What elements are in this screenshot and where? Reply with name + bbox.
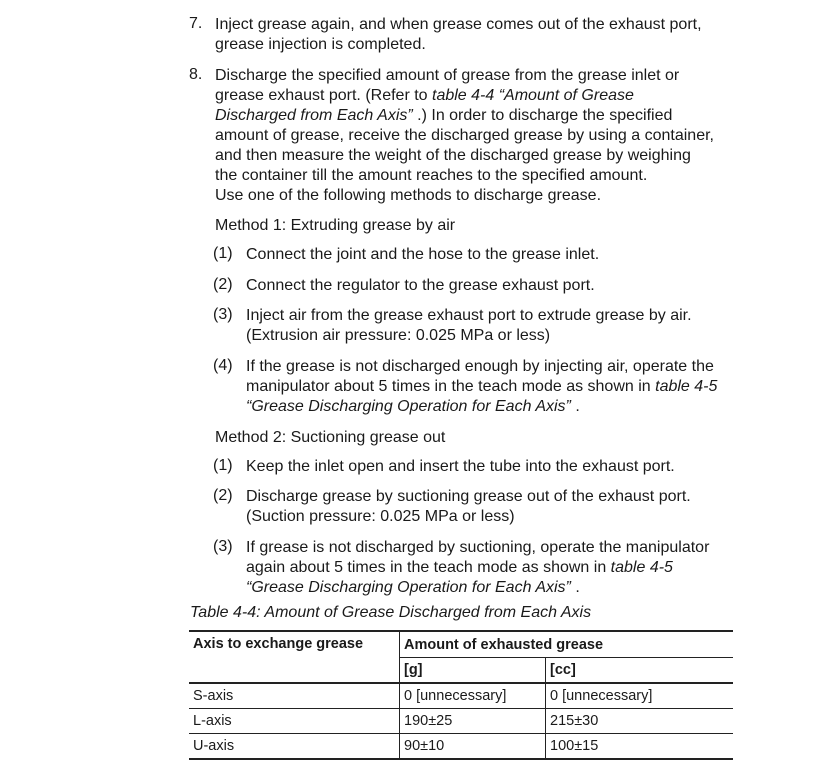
step-8-line-7: Use one of the following methods to discharge grease. (215, 187, 602, 204)
grease-amount-table (189, 630, 733, 760)
method-2-item-2-line-1: Discharge grease by suctioning grease out of the exhaust port. (246, 488, 691, 505)
method-2-item-3-line-2 (246, 558, 673, 578)
table-4-5-title-reference-2: “Grease Discharging Operation for Each Axis” (246, 579, 571, 596)
table-4-5-reference: table 4-5 (655, 378, 718, 395)
cell-cc: 100±15 (546, 734, 734, 760)
cell-axis: L-axis (189, 709, 400, 734)
method-2-item-3-line-3-end: . (570, 579, 580, 596)
header-unit-cc: [cc] (546, 658, 734, 684)
step-number-8: 8. (189, 66, 203, 83)
cell-cc: 0 [unnecessary] (546, 683, 734, 709)
method-2-item-2-line-2: (Suction pressure: 0.025 MPa or less) (246, 508, 515, 525)
step-8-line-1: Discharge the specified amount of grease from the grease inlet or (215, 67, 680, 84)
table-4-4-reference-cont: Discharged from Each Axis” (215, 107, 413, 124)
table-caption: Table 4-4: Amount of Grease Discharged from Each Axis (190, 604, 592, 621)
method-1-item-4-line-2-text: manipulator about 5 times in the teach mode as shown in (246, 378, 656, 395)
cell-g: 90±10 (400, 734, 546, 760)
method-1-item-3-line-1: Inject air from the grease exhaust port to extrude grease by air. (246, 307, 692, 324)
header-unit-g: [g] (400, 658, 546, 684)
method-2-item-3-num: (3) (213, 538, 233, 555)
table-4-5-title-reference: “Grease Discharging Operation for Each Axis” (246, 398, 571, 415)
method-1-item-2-num: (2) (213, 276, 233, 293)
method-1-item-3-num: (3) (213, 306, 233, 323)
header-axis: Axis to exchange grease (189, 631, 400, 683)
method-1-item-1-text: Connect the joint and the hose to the grease inlet. (246, 246, 600, 263)
cell-g: 190±25 (400, 709, 546, 734)
method-1-item-2-text: Connect the regulator to the grease exhaust port. (246, 277, 595, 294)
step-8-line-6: the container till the amount reaches to the specified amount. (215, 167, 648, 184)
header-amount: Amount of exhausted grease (400, 631, 734, 658)
step-8-line-5: and then measure the weight of the discharged grease by weighing (215, 147, 691, 164)
method-1-item-4-num: (4) (213, 357, 233, 374)
method-1-item-4-line-3-end: . (570, 398, 580, 415)
table-row (189, 734, 733, 760)
method-2-item-3-line-1: If grease is not discharged by suctioning, operate the manipulator (246, 539, 710, 556)
step-8-line-2-text: grease exhaust port. (Refer to (215, 87, 432, 104)
step-7-line-2: grease injection is completed. (215, 36, 426, 53)
method-1-title: Method 1: Extruding grease by air (215, 217, 456, 234)
method-1-item-4-line-3 (246, 397, 580, 417)
method-1-item-4-line-1: If the grease is not discharged enough by injecting air, operate the (246, 358, 714, 375)
cell-axis: U-axis (189, 734, 400, 760)
step-8-line-4: amount of grease, receive the discharged grease by using a container, (215, 127, 714, 144)
step-8-line-3 (215, 106, 672, 126)
step-8-line-3-text: .) In order to discharge the specified (412, 107, 673, 124)
method-1-item-3-line-2: (Extrusion air pressure: 0.025 MPa or less) (246, 327, 551, 344)
step-number-7: 7. (189, 15, 203, 32)
table-row (189, 709, 733, 734)
method-2-item-3-line-3 (246, 578, 580, 598)
method-2-item-3-line-2-text: again about 5 times in the teach mode as shown in (246, 559, 611, 576)
method-2-title: Method 2: Suctioning grease out (215, 429, 446, 446)
method-2-item-1-num: (1) (213, 457, 233, 474)
step-8-line-2 (215, 86, 634, 106)
method-2-item-1-text: Keep the inlet open and insert the tube into the exhaust port. (246, 458, 675, 475)
method-2-item-2-num: (2) (213, 487, 233, 504)
table-4-4-reference: table 4-4 “Amount of Grease (432, 87, 634, 104)
step-7-line-1: Inject grease again, and when grease comes out of the exhaust port, (215, 16, 702, 33)
cell-g: 0 [unnecessary] (400, 683, 546, 709)
method-1-item-1-num: (1) (213, 245, 233, 262)
table-row (189, 683, 733, 709)
cell-cc: 215±30 (546, 709, 734, 734)
method-1-item-4-line-2 (246, 377, 717, 397)
table-4-5-reference-2: table 4-5 (610, 559, 673, 576)
table-header-row (189, 631, 733, 658)
cell-axis: S-axis (189, 683, 400, 709)
